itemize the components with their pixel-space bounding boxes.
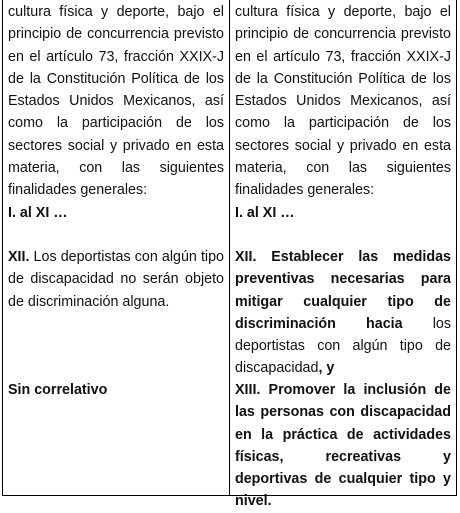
left-no-correlative: Sin correlativo	[8, 382, 108, 398]
comparison-table	[2, 0, 457, 510]
left-xii-label: XII.	[8, 249, 30, 265]
left-intro-paragraph: cultura física y deporte, bajo el principio de concurrencia previsto en el artículo 73, fracción XXIX-J de la Constitución Política de los Estados Unidos Mexicanos, así como la participación de los sectores social y privado en esta materia, con las siguientes finalidades generales:	[8, 4, 224, 199]
right-fraction-xiii: XIII. Promover la inclusión de las personas con discapacidad en la práctica de actividades físicas, recreativas y deportivas de cualquier tipo y nivel.	[235, 382, 451, 510]
right-xii-regular: los deportistas con algún tipo de discapacidad	[235, 315, 451, 377]
right-xii-bold: XII. Establecer las medidas preventivas necesarias para mitigar cualquier tipo de discriminación hacia	[235, 249, 451, 332]
right-xii-end: , y	[318, 360, 335, 377]
current-text-column	[3, 0, 230, 495]
left-xii-text: Los deportistas con algún tipo de discapacidad no serán objeto de discriminación alguna.	[8, 249, 224, 310]
left-fractions-range: I. al XI …	[8, 205, 68, 221]
left-fraction-xii	[8, 246, 224, 313]
right-intro-paragraph: cultura física y deporte, bajo el principio de concurrencia previsto en el artículo 73, fracción XXIX-J de la Constitución Política de los Estados Unidos Mexicanos, así como la participación de los sectores social y privado en esta materia, con las siguientes finalidades generales:	[235, 4, 451, 199]
right-fractions-range: I. al XI …	[235, 205, 295, 221]
proposed-text-column	[230, 0, 456, 510]
right-fraction-xii	[235, 246, 451, 380]
